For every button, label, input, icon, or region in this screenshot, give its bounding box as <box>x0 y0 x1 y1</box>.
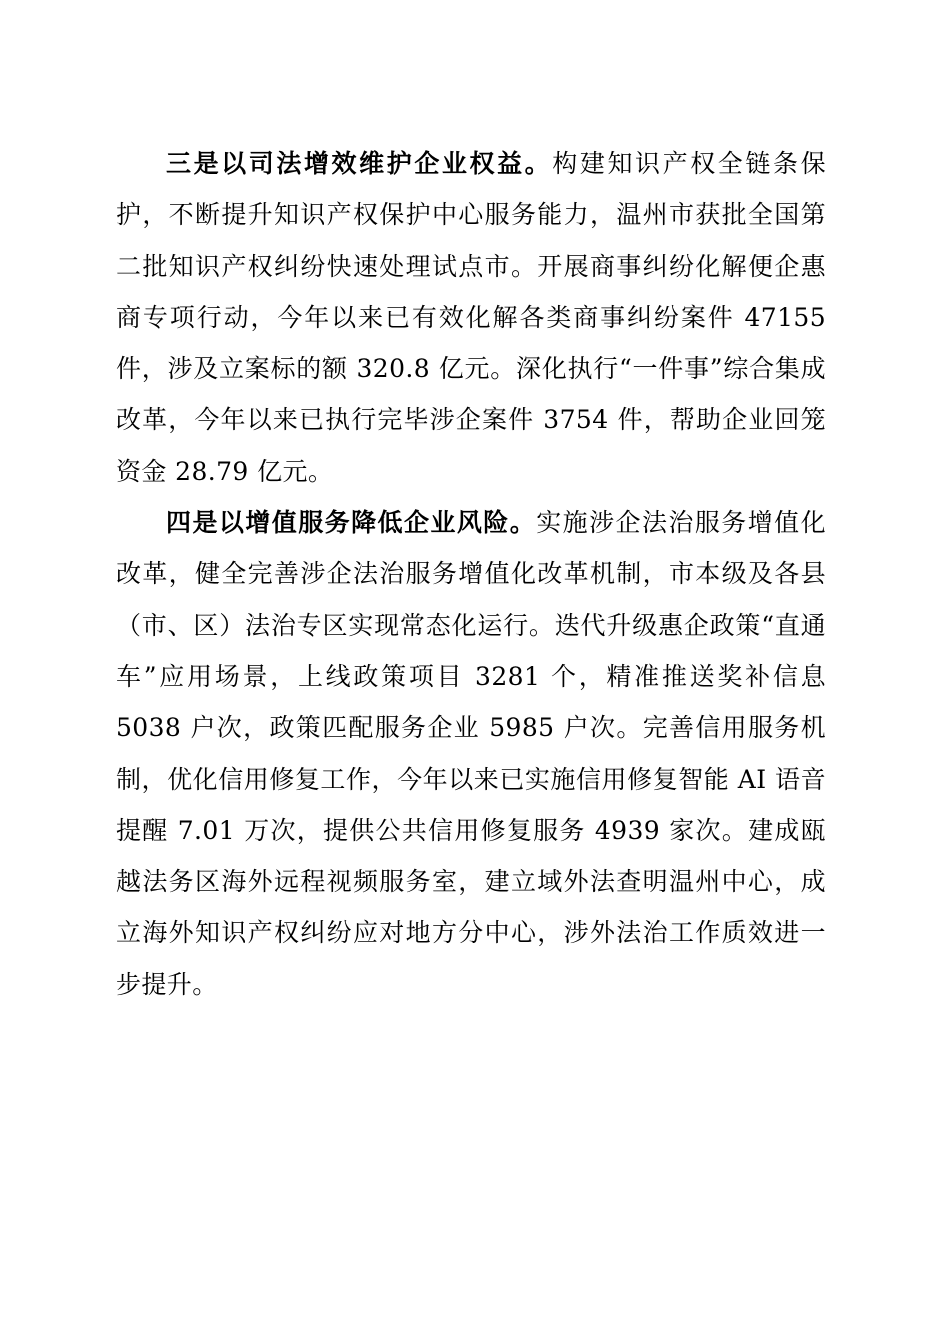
paragraph-judicial-efficiency <box>116 138 826 497</box>
paragraph-lead-heading: 四是以增值服务降低企业风险。 <box>166 508 537 538</box>
paragraph-lead-heading: 三是以司法增效维护企业权益。 <box>166 149 553 178</box>
paragraph-body-text: 构建知识产权全链条保护，不断提升知识产权保护中心服务能力，温州市获批全国第二批知识产权纠纷快速处理试点市。开展商事纠纷化解便企惠商专项行动，今年以来已有效化解各类商事纠纷案件 47155 件，涉及立案标的额 320.8 亿元。深化执行“一件事”综合集成改革，今年以来已执行完毕涉企案件 3754 件，帮助企业回笼资金 28.79 亿元。 <box>116 149 826 486</box>
paragraph-value-added-services <box>116 497 826 1010</box>
paragraph-body-text: 实施涉企法治服务增值化改革，健全完善涉企法治服务增值化改革机制，市本级及各县（市、区）法治专区实现常态化运行。迭代升级惠企政策“直通车”应用场景，上线政策项目 3281 个，精准推送奖补信息 5038 户次，政策匹配服务企业 5985 户次。完善信用服务机制，优化信用修复工作，今年以来已实施信用修复智能 AI 语音提醒 7.01 万次，提供公共信用修复服务 4939 家次。建成瓯越法务区海外远程视频服务室，建立域外法查明温州中心，成立海外知识产权纠纷应对地方分中心，涉外法治工作质效进一步提升。 <box>116 508 826 999</box>
document-body <box>116 138 826 1010</box>
